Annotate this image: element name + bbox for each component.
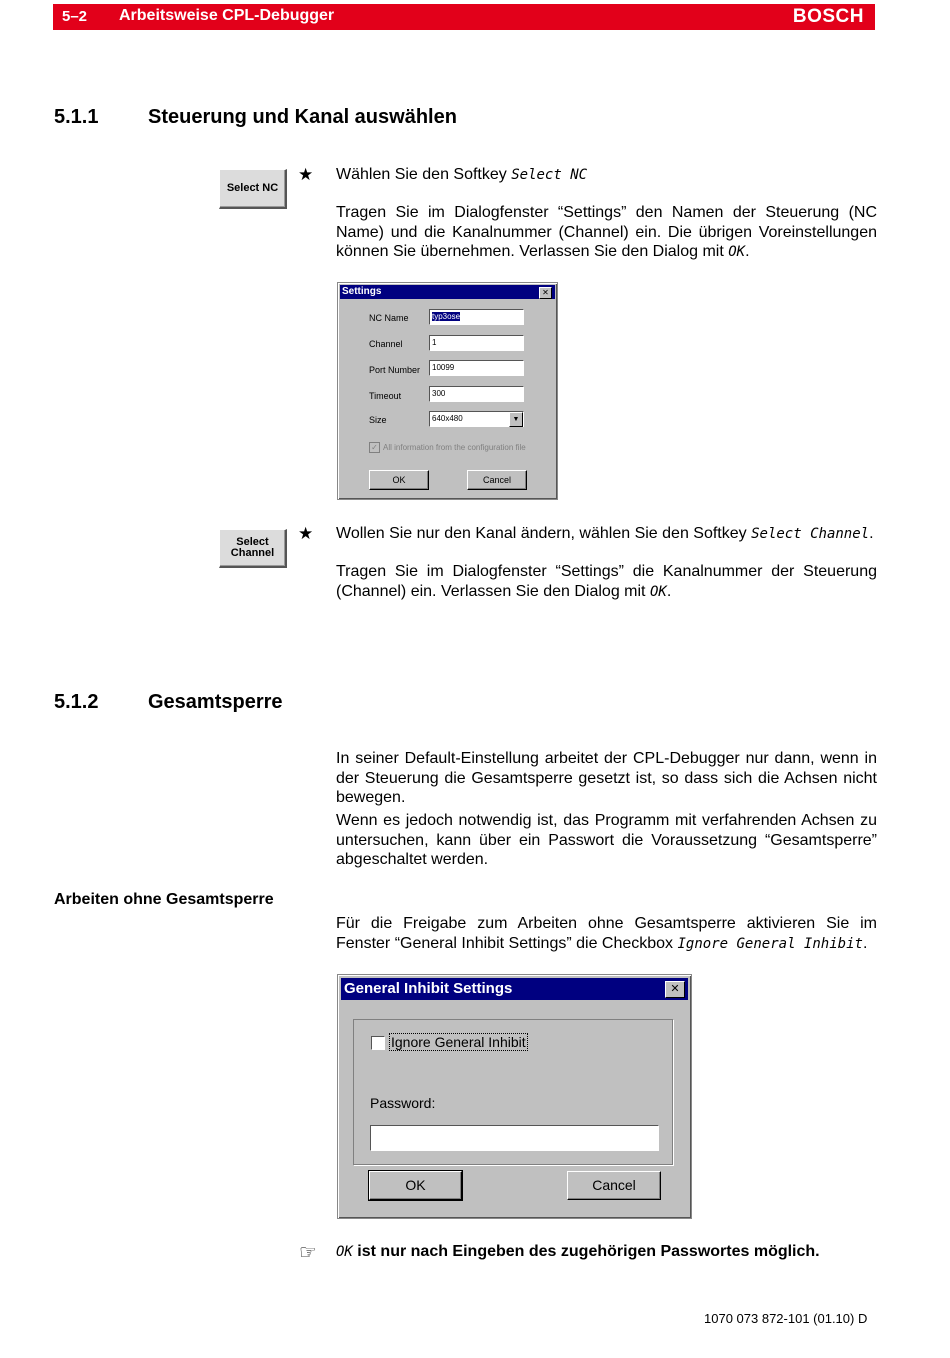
side-heading: Arbeiten ohne Gesamtsperre [54,891,274,908]
cancel-button[interactable]: Cancel [467,470,527,490]
field-label: Channel [369,339,403,349]
password-input[interactable] [370,1125,659,1151]
section-number: 5.1.2 [54,691,99,713]
paragraph: Für die Freigabe zum Arbeiten ohne Gesamtsperre aktivieren Sie im Fenster “General Inhibit Settings” die Checkbox Ignore General Inhibit. [336,915,877,952]
password-label: Password: [370,1095,436,1111]
select-nc-softkey[interactable] [219,169,287,209]
paragraph: In seiner Default-Einstellung arbeitet der CPL-Debugger nur dann, wenn in der Steuerung die Gesamtsperre gesetzt ist, so dass sich die Achsen nicht bewegen. [336,750,877,806]
softkey-label: Select NC [226,182,279,194]
header-bar [53,4,875,30]
size-select[interactable]: 640x480 ▼ [429,411,524,427]
dialog-titlebar: Settings [340,285,555,299]
nc-name-input[interactable]: typ3ose [429,309,524,325]
cancel-button[interactable]: Cancel [567,1171,661,1200]
section-title: Gesamtsperre [148,691,283,713]
field-label: NC Name [369,313,409,323]
timeout-input[interactable]: 300 [429,386,524,402]
bullet-star-icon: ★ [298,165,314,184]
softkey-label: Select Channel [230,536,275,559]
ignore-inhibit-checkbox[interactable] [371,1036,385,1050]
paragraph: Tragen Sie im Dialogfenster “Settings” die Kanalnummer der Steuerung (Channel) ein. Verlassen Sie den Dialog mit OK. [336,563,877,600]
port-number-input[interactable]: 10099 [429,360,524,376]
general-inhibit-dialog [337,974,692,1219]
section-title: Steuerung und Kanal auswählen [148,106,457,128]
field-label: Port Number [369,365,421,375]
document-number: 1070 073 872-101 (01.10) D [704,1311,868,1326]
checkbox-label: Ignore General Inhibit [391,1034,526,1050]
close-icon[interactable]: ✕ [665,981,685,998]
chevron-down-icon[interactable]: ▼ [509,412,523,427]
bullet-star-icon: ★ [298,524,314,543]
section-number: 5.1.1 [54,106,99,128]
field-label: Timeout [369,391,402,401]
ok-button[interactable]: OK [369,1171,462,1200]
paragraph: Wenn es jedoch notwendig ist, das Programm mit verfahrenden Achsen zu untersuchen, kann über ein Passwort die Voraussetzung “Gesamtsperre” abgeschaltet werden. [336,812,877,868]
settings-dialog [337,282,558,500]
close-icon[interactable]: ✕ [539,287,552,299]
pointing-hand-icon: ☞ [299,1242,317,1264]
dialog-titlebar: General Inhibit Settings [341,978,688,1000]
ok-button[interactable]: OK [369,470,429,490]
page-number: 5–2 [62,8,88,25]
bullet-text: Wählen Sie den Softkey Select NC [336,166,588,183]
checkbox-label: All information from the configuration file [383,443,526,452]
paragraph: Tragen Sie im Dialogfenster “Settings” den Namen der Steuerung (NC Name) und die Kanalnummer (Channel) ein. Die übrigen Voreinstellungen können Sie übernehmen. Verlassen Sie den Dialog mit OK. [336,204,877,260]
select-channel-softkey[interactable] [219,529,287,568]
note-text: OK ist nur nach Eingeben des zugehörigen Passwortes möglich. [336,1243,820,1260]
chapter-title: Arbeitsweise CPL-Debugger [119,7,335,24]
bosch-logo: BOSCH [792,6,864,27]
channel-input[interactable]: 1 [429,335,524,351]
field-label: Size [369,415,387,425]
bullet-text: Wollen Sie nur den Kanal ändern, wählen Sie den Softkey Select Channel. [336,525,874,542]
config-checkbox[interactable]: ✓ [369,442,380,453]
